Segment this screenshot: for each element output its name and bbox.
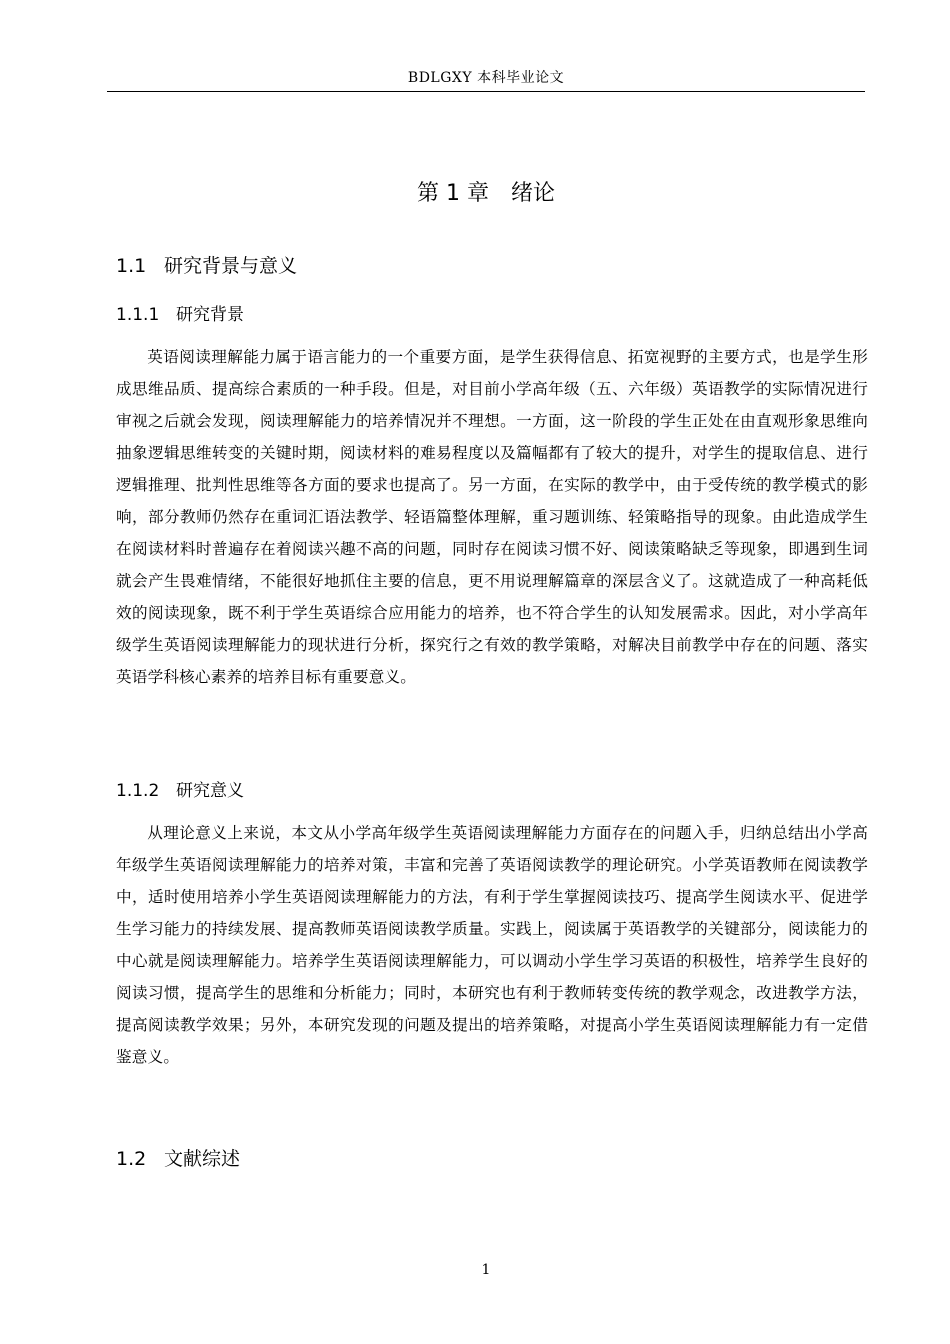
- section-heading-1-1: [116, 252, 297, 280]
- section-number: 1.1: [116, 255, 147, 277]
- section-number: 1.2: [116, 1148, 147, 1170]
- body-paragraph-research-background: 英语阅读理解能力属于语言能力的一个重要方面，是学生获得信息、拓宽视野的主要方式，也是学生形成思维品质、提高综合素质的一种手段。但是，对目前小学高年级（五、六年级）英语教学的实际情况进行审视之后就会发现，阅读理解能力的培养情况并不理想。一方面，这一阶段的学生正处在由直观形象思维向抽象逻辑思维转变的关键时期，阅读材料的难易程度以及篇幅都有了较大的提升，对学生的提取信息、进行逻辑推理、批判性思维等各方面的要求也提高了。另一方面，在实际的教学中，由于受传统的教学模式的影响，部分教师仍然存在重词汇语法教学、轻语篇整体理解，重习题训练、轻策略指导的现象。由此造成学生在阅读材料时普遍存在着阅读兴趣不高的问题，同时存在阅读习惯不好、阅读策略缺乏等现象，即遇到生词就会产生畏难情绪，不能很好地抓住主要的信息，更不用说理解篇章的深层含义了。这就造成了一种高耗低效的阅读现象，既不利于学生英语综合应用能力的培养，也不符合学生的认知发展需求。因此，对小学高年级学生英语阅读理解能力的现状进行分析，探究行之有效的教学策略，对解决目前教学中存在的问题、落实英语学科核心素养的培养目标有重要意义。: [116, 348, 868, 686]
- subsection-title: 研究意义: [176, 781, 244, 801]
- page-number: 1: [481, 1262, 491, 1278]
- running-header: BDLGXY 本科毕业论文: [407, 70, 565, 86]
- section-title: 研究背景与意义: [164, 255, 298, 277]
- section-title: 文献综述: [164, 1148, 241, 1170]
- body-paragraph-research-significance: 从理论意义上来说，本文从小学高年级学生英语阅读理解能力方面存在的问题入手，归纳总结出小学高年级学生英语阅读理解能力的培养对策，丰富和完善了英语阅读教学的理论研究。小学英语教师在阅读教学中，适时使用培养小学生英语阅读理解能力的方法，有利于学生掌握阅读技巧、提高学生阅读水平、促进学生学习能力的持续发展、提高教师英语阅读教学质量。实践上，阅读属于英语教学的关键部分，阅读能力的中心就是阅读理解能力。培养学生英语阅读理解能力，可以调动小学生学习英语的积极性，培养学生良好的阅读习惯，提高学生的思维和分析能力；同时，本研究也有利于教师转变传统的教学观念，改进教学方法，提高阅读教学效果；另外，本研究发现的问题及提出的培养策略，对提高小学生英语阅读理解能力有一定借鉴意义。: [116, 824, 868, 1066]
- chapter-title: [107, 178, 865, 210]
- subsection-heading-1-1-1: [116, 302, 244, 328]
- subsection-title: 研究背景: [176, 305, 244, 325]
- chapter-name: 绪论: [510, 181, 555, 206]
- chapter-number: 第 1 章: [417, 181, 489, 206]
- subsection-heading-1-1-2: [116, 778, 244, 804]
- section-heading-1-2: [116, 1145, 240, 1173]
- header-divider: [107, 91, 865, 92]
- subsection-number: 1.1.2: [116, 781, 160, 801]
- subsection-number: 1.1.1: [116, 305, 160, 325]
